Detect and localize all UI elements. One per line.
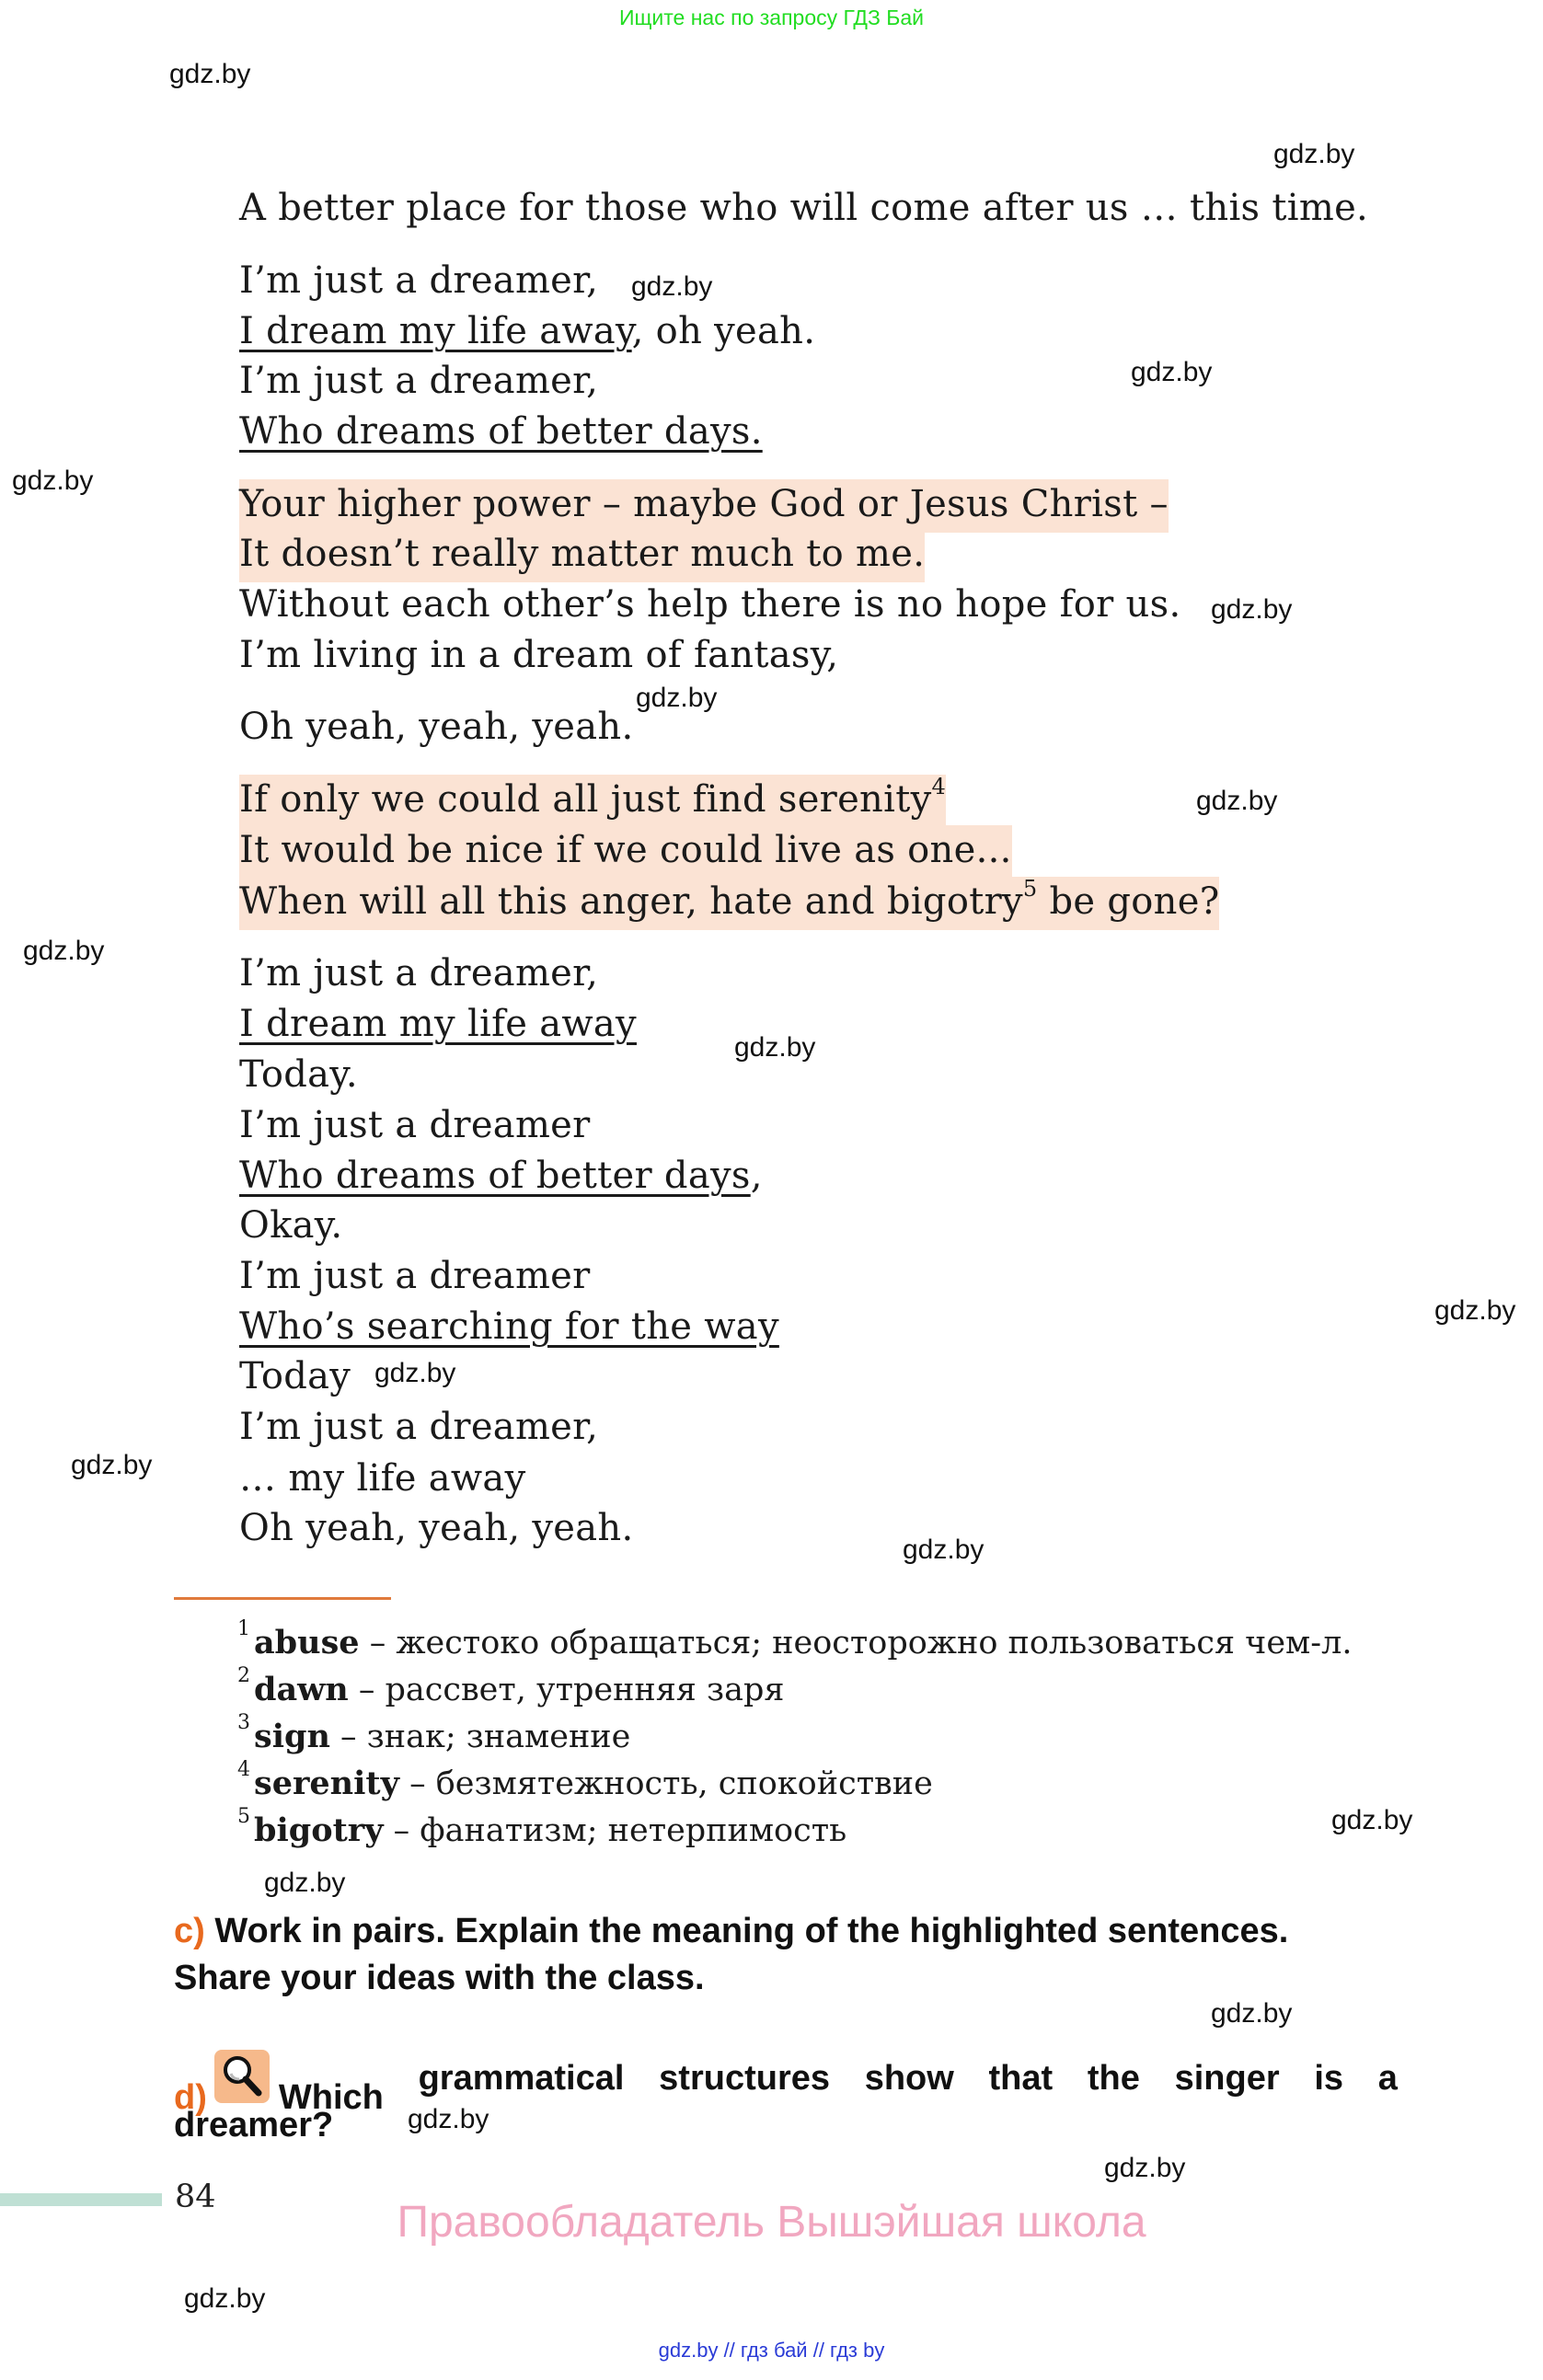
watermark: gdz.by bbox=[408, 2104, 489, 2134]
lyric-line: Today bbox=[239, 1355, 351, 1397]
task-letter: c) bbox=[174, 1912, 205, 1950]
highlighted-sentence: Your higher power – maybe God or Jesus Christ – bbox=[239, 479, 1169, 533]
footnote: $^3$ sign – знак; знамение bbox=[237, 1711, 631, 1755]
footnote-term: bigotry bbox=[254, 1811, 384, 1849]
lyric-line: I’m just a dreamer, bbox=[239, 952, 599, 995]
watermark: gdz.by bbox=[1104, 2153, 1186, 2183]
lyric-line: I’m just a dreamer, bbox=[239, 360, 599, 402]
footnote: $^1$ abuse – жестоко обращаться; неосторожно пользоваться чем-л. bbox=[237, 1617, 1353, 1661]
lyric-line: I’m just a dreamer, bbox=[239, 259, 599, 302]
footnote-ref: 4 bbox=[931, 774, 947, 799]
watermark: gdz.by bbox=[1331, 1805, 1413, 1835]
task-letter: d) bbox=[174, 2078, 207, 2117]
lyric-line bbox=[239, 829, 1012, 871]
watermark: gdz.by bbox=[903, 1535, 985, 1565]
watermark: gdz.by bbox=[184, 2283, 266, 2314]
lyric-line: I’m living in a dream of fantasy, bbox=[239, 634, 839, 676]
task-d: d) Which grammatical structures show that the singer is a bbox=[174, 2061, 1398, 2115]
lyric-line: I’m just a dreamer bbox=[239, 1255, 591, 1297]
lyric-line: Oh yeah, yeah, yeah. bbox=[239, 706, 634, 748]
footnote: $^4$ serenity – безмятежность, спокойствие bbox=[237, 1758, 933, 1802]
watermark: gdz.by bbox=[1273, 139, 1355, 169]
watermark: gdz.by bbox=[631, 271, 713, 302]
lyric-line: I dream my life away, oh yeah. bbox=[239, 310, 816, 352]
lyric-line: I’m just a dreamer bbox=[239, 1104, 591, 1146]
lyric-line bbox=[239, 876, 1220, 923]
footer-links[interactable]: gdz.by // гдз бай // гдз by bbox=[658, 2339, 885, 2362]
watermark: gdz.by bbox=[1434, 1295, 1516, 1326]
lyric-line: A better place for those who will come after us … this time. bbox=[239, 187, 1369, 229]
lyric-line: Today. bbox=[239, 1053, 358, 1096]
footnote-term: abuse bbox=[254, 1624, 360, 1661]
lyric-line bbox=[239, 533, 926, 575]
task-c: c) Work in pairs. Explain the meaning of the highlighted sentences. bbox=[174, 1912, 1289, 1950]
highlighted-sentence: If only we could all just find serenity$^4$ bbox=[239, 775, 946, 828]
lyric-line bbox=[239, 1305, 779, 1348]
highlighted-sentence: It doesn’t really matter much to me. bbox=[239, 529, 925, 582]
search-note: Ищите нас по запросу ГДЗ Бай bbox=[618, 6, 925, 29]
page-number: 84 bbox=[175, 2179, 216, 2215]
underlined-phrase: Who dreams of better days bbox=[239, 1155, 751, 1197]
lyric-line bbox=[239, 410, 763, 453]
underlined-phrase: Who’s searching for the way bbox=[239, 1305, 779, 1348]
underlined-phrase: I dream my life away bbox=[239, 1003, 637, 1045]
copyright-notice: Правообладатель Вышэйшая школа bbox=[397, 2198, 1146, 2247]
footnote-term: serenity bbox=[254, 1765, 399, 1802]
task-d-line2: dreamer? bbox=[174, 2106, 334, 2144]
highlighted-sentence: It would be nice if we could live as one... bbox=[239, 825, 1012, 879]
watermark: gdz.by bbox=[1211, 1998, 1293, 2029]
footnote-term: dawn bbox=[254, 1671, 349, 1708]
watermark: gdz.by bbox=[23, 936, 105, 966]
footnote-divider bbox=[174, 1597, 391, 1600]
lyric-line: Oh yeah, yeah, yeah. bbox=[239, 1507, 634, 1549]
highlighted-sentence: When will all this anger, hate and bigotry$^5$ be gone? bbox=[239, 877, 1219, 930]
lyric-line: … my life away bbox=[239, 1457, 526, 1500]
watermark: gdz.by bbox=[636, 683, 718, 713]
watermark: gdz.by bbox=[169, 59, 251, 89]
lyric-line: Without each other’s help there is no hope for us. bbox=[239, 583, 1181, 626]
underlined-phrase: Who dreams of better days. bbox=[239, 410, 763, 453]
watermark: gdz.by bbox=[71, 1450, 153, 1480]
lyric-line bbox=[239, 1003, 637, 1045]
task-c-line2: Share your ideas with the class. bbox=[174, 1959, 705, 1997]
footnote-term: sign bbox=[254, 1718, 330, 1755]
watermark: gdz.by bbox=[734, 1032, 816, 1063]
lyric-line bbox=[239, 774, 947, 821]
lyric-line bbox=[239, 483, 1169, 525]
footnote-ref: 5 bbox=[1022, 876, 1038, 902]
lyric-line: Who dreams of better days, bbox=[239, 1155, 763, 1197]
watermark: gdz.by bbox=[1196, 786, 1278, 816]
underlined-phrase: I dream my life away bbox=[239, 310, 632, 352]
search-icon bbox=[214, 2050, 270, 2103]
footnote: $^2$ dawn – рассвет, утренняя заря bbox=[237, 1664, 785, 1708]
lyric-line: I’m just a dreamer, bbox=[239, 1406, 599, 1448]
lyric-line: Okay. bbox=[239, 1204, 343, 1247]
watermark: gdz.by bbox=[264, 1868, 346, 1898]
watermark: gdz.by bbox=[374, 1358, 456, 1388]
watermark: gdz.by bbox=[1211, 594, 1293, 625]
watermark: gdz.by bbox=[12, 466, 94, 496]
footnote: $^5$ bigotry – фанатизм; нетерпимость bbox=[237, 1805, 847, 1849]
watermark: gdz.by bbox=[1131, 357, 1213, 387]
